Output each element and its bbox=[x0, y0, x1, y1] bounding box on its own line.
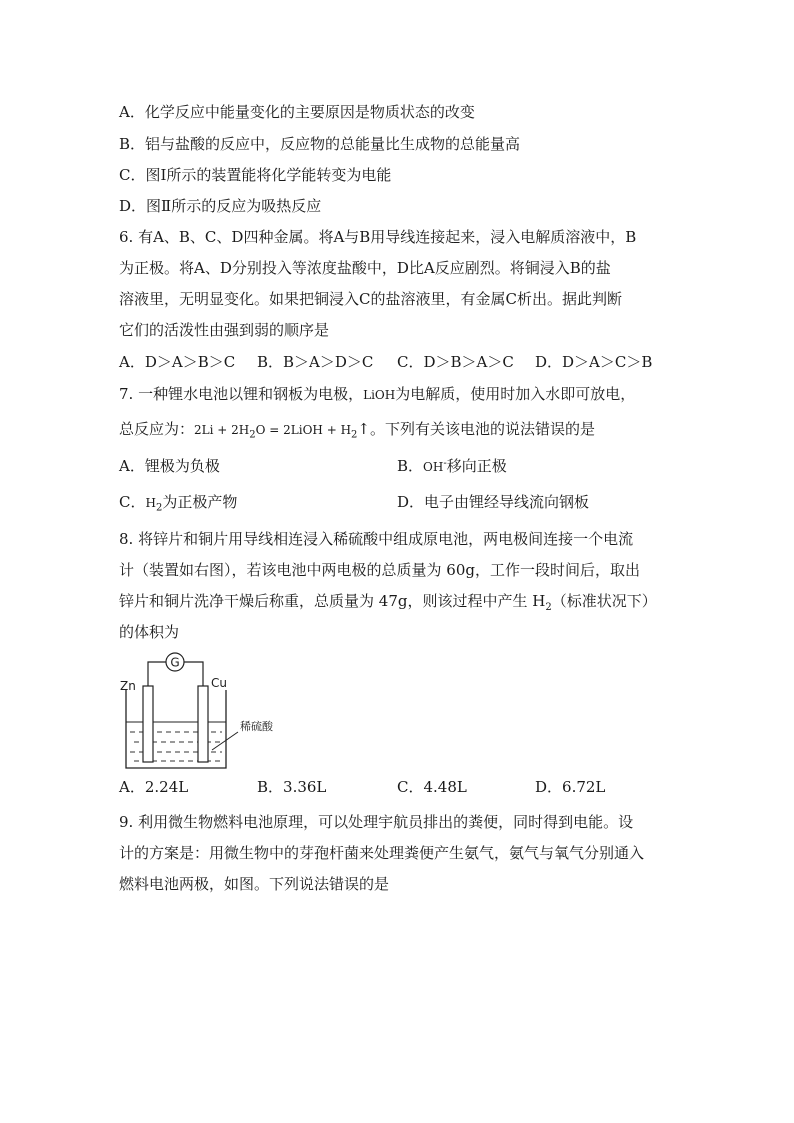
right-wire bbox=[184, 662, 203, 686]
q8-stem-line-2: 计（装置如右图），若该电池中两电极的总质量为 60g，工作一段时间后，取出 bbox=[119, 561, 640, 579]
q5-option-a: A．化学反应中能量变化的主要原因是物质状态的改变 bbox=[119, 103, 475, 121]
q8-stem-line-4: 的体积为 bbox=[119, 623, 180, 641]
galvanometer-label: G bbox=[170, 655, 180, 670]
lioh-formula: LiOH bbox=[363, 388, 396, 402]
q6-option-d: D．D＞A＞C＞B bbox=[535, 353, 653, 371]
q6-option-b: B．B＞A＞D＞C bbox=[257, 353, 374, 371]
q5-option-d: D．图Ⅱ所示的反应为吸热反应 bbox=[119, 197, 322, 215]
q6-option-a: A．D＞A＞B＞C bbox=[119, 353, 236, 371]
q8-option-c: C．4.48L bbox=[397, 778, 467, 796]
q7-option-a: A．锂极为负极 bbox=[119, 457, 220, 475]
q6-stem-line-3: 溶液里，无明显变化。如果把铜浸入C的盐溶液里，有金属C析出。据此判断 bbox=[119, 290, 622, 308]
q8-option-b: B．3.36L bbox=[257, 778, 327, 796]
reaction-equation: $2Li + 2H_2O$ = 2LiOH + $H_2$ bbox=[194, 423, 358, 441]
hydrogen-formula: $H_2$ bbox=[145, 496, 163, 514]
q9-stem-line-2: 计的方案是：用微生物中的芽孢杆菌来处理粪便产生氨气，氨气与氧气分别通入 bbox=[119, 844, 645, 862]
q7-option-b: B．OH-移向正极 bbox=[397, 457, 507, 475]
copper-electrode bbox=[198, 686, 208, 762]
q7-stem-line-2: 总反应为：$2Li + 2H_2O$ = 2LiOH + $H_2↑$。下列有关该电池的说法错误的是 bbox=[119, 420, 596, 441]
zinc-label: Zn bbox=[120, 679, 136, 693]
solution-label: 稀硫酸 bbox=[240, 720, 273, 733]
q8-option-d: D．6.72L bbox=[535, 778, 606, 796]
q5-option-b: B．铝与盐酸的反应中，反应物的总能量比生成物的总能量高 bbox=[119, 135, 521, 153]
solution-pointer bbox=[212, 732, 238, 750]
q6-stem-line-2: 为正极。将A、D分别投入等浓度盐酸中，D比A反应剧烈。将铜浸入B的盐 bbox=[119, 259, 611, 277]
q7-option-d: D．电子由锂经导线流向钢板 bbox=[397, 493, 590, 511]
q5-option-c: C．图Ⅰ所示的装置能将化学能转变为电能 bbox=[119, 166, 392, 184]
q6-stem-line-1: 6. 有A、B、C、D四种金属。将A与B用导线连接起来，浸入电解质溶液中，B bbox=[119, 228, 637, 246]
q6-stem-line-4: 它们的活泼性由强到弱的顺序是 bbox=[119, 321, 330, 339]
galvanic-cell-figure bbox=[118, 648, 288, 778]
zinc-electrode bbox=[143, 686, 153, 762]
q7-stem-line-1: 7. 一种锂水电池以锂和钢板为电极，LiOH为电解质，使用时加入水即可放电， bbox=[119, 385, 636, 403]
copper-label: Cu bbox=[211, 676, 227, 690]
q6-option-c: C．D＞B＞A＞C bbox=[397, 353, 514, 371]
q9-stem-line-3: 燃料电池两极，如图。下列说法错误的是 bbox=[119, 875, 390, 893]
q8-stem-line-1: 8. 将锌片和铜片用导线相连浸入稀硫酸中组成原电池，两电极间连接一个电流 bbox=[119, 530, 634, 548]
hydroxide-ion: OH- bbox=[423, 458, 447, 474]
left-wire bbox=[148, 662, 166, 686]
q7-option-c: C．$H_2$为正极产物 bbox=[119, 493, 238, 514]
q8-stem-line-3: 锌片和铜片洗净干燥后称重，总质量为 47g，则该过程中产生 $H_2$（标准状况下） bbox=[119, 592, 657, 613]
q8-option-a: A．2.24L bbox=[119, 778, 189, 796]
beaker bbox=[126, 690, 226, 768]
q9-stem-line-1: 9. 利用微生物燃料电池原理，可以处理宇航员排出的粪便，同时得到电能。设 bbox=[119, 813, 634, 831]
gas-arrow: ↑ bbox=[357, 420, 370, 438]
